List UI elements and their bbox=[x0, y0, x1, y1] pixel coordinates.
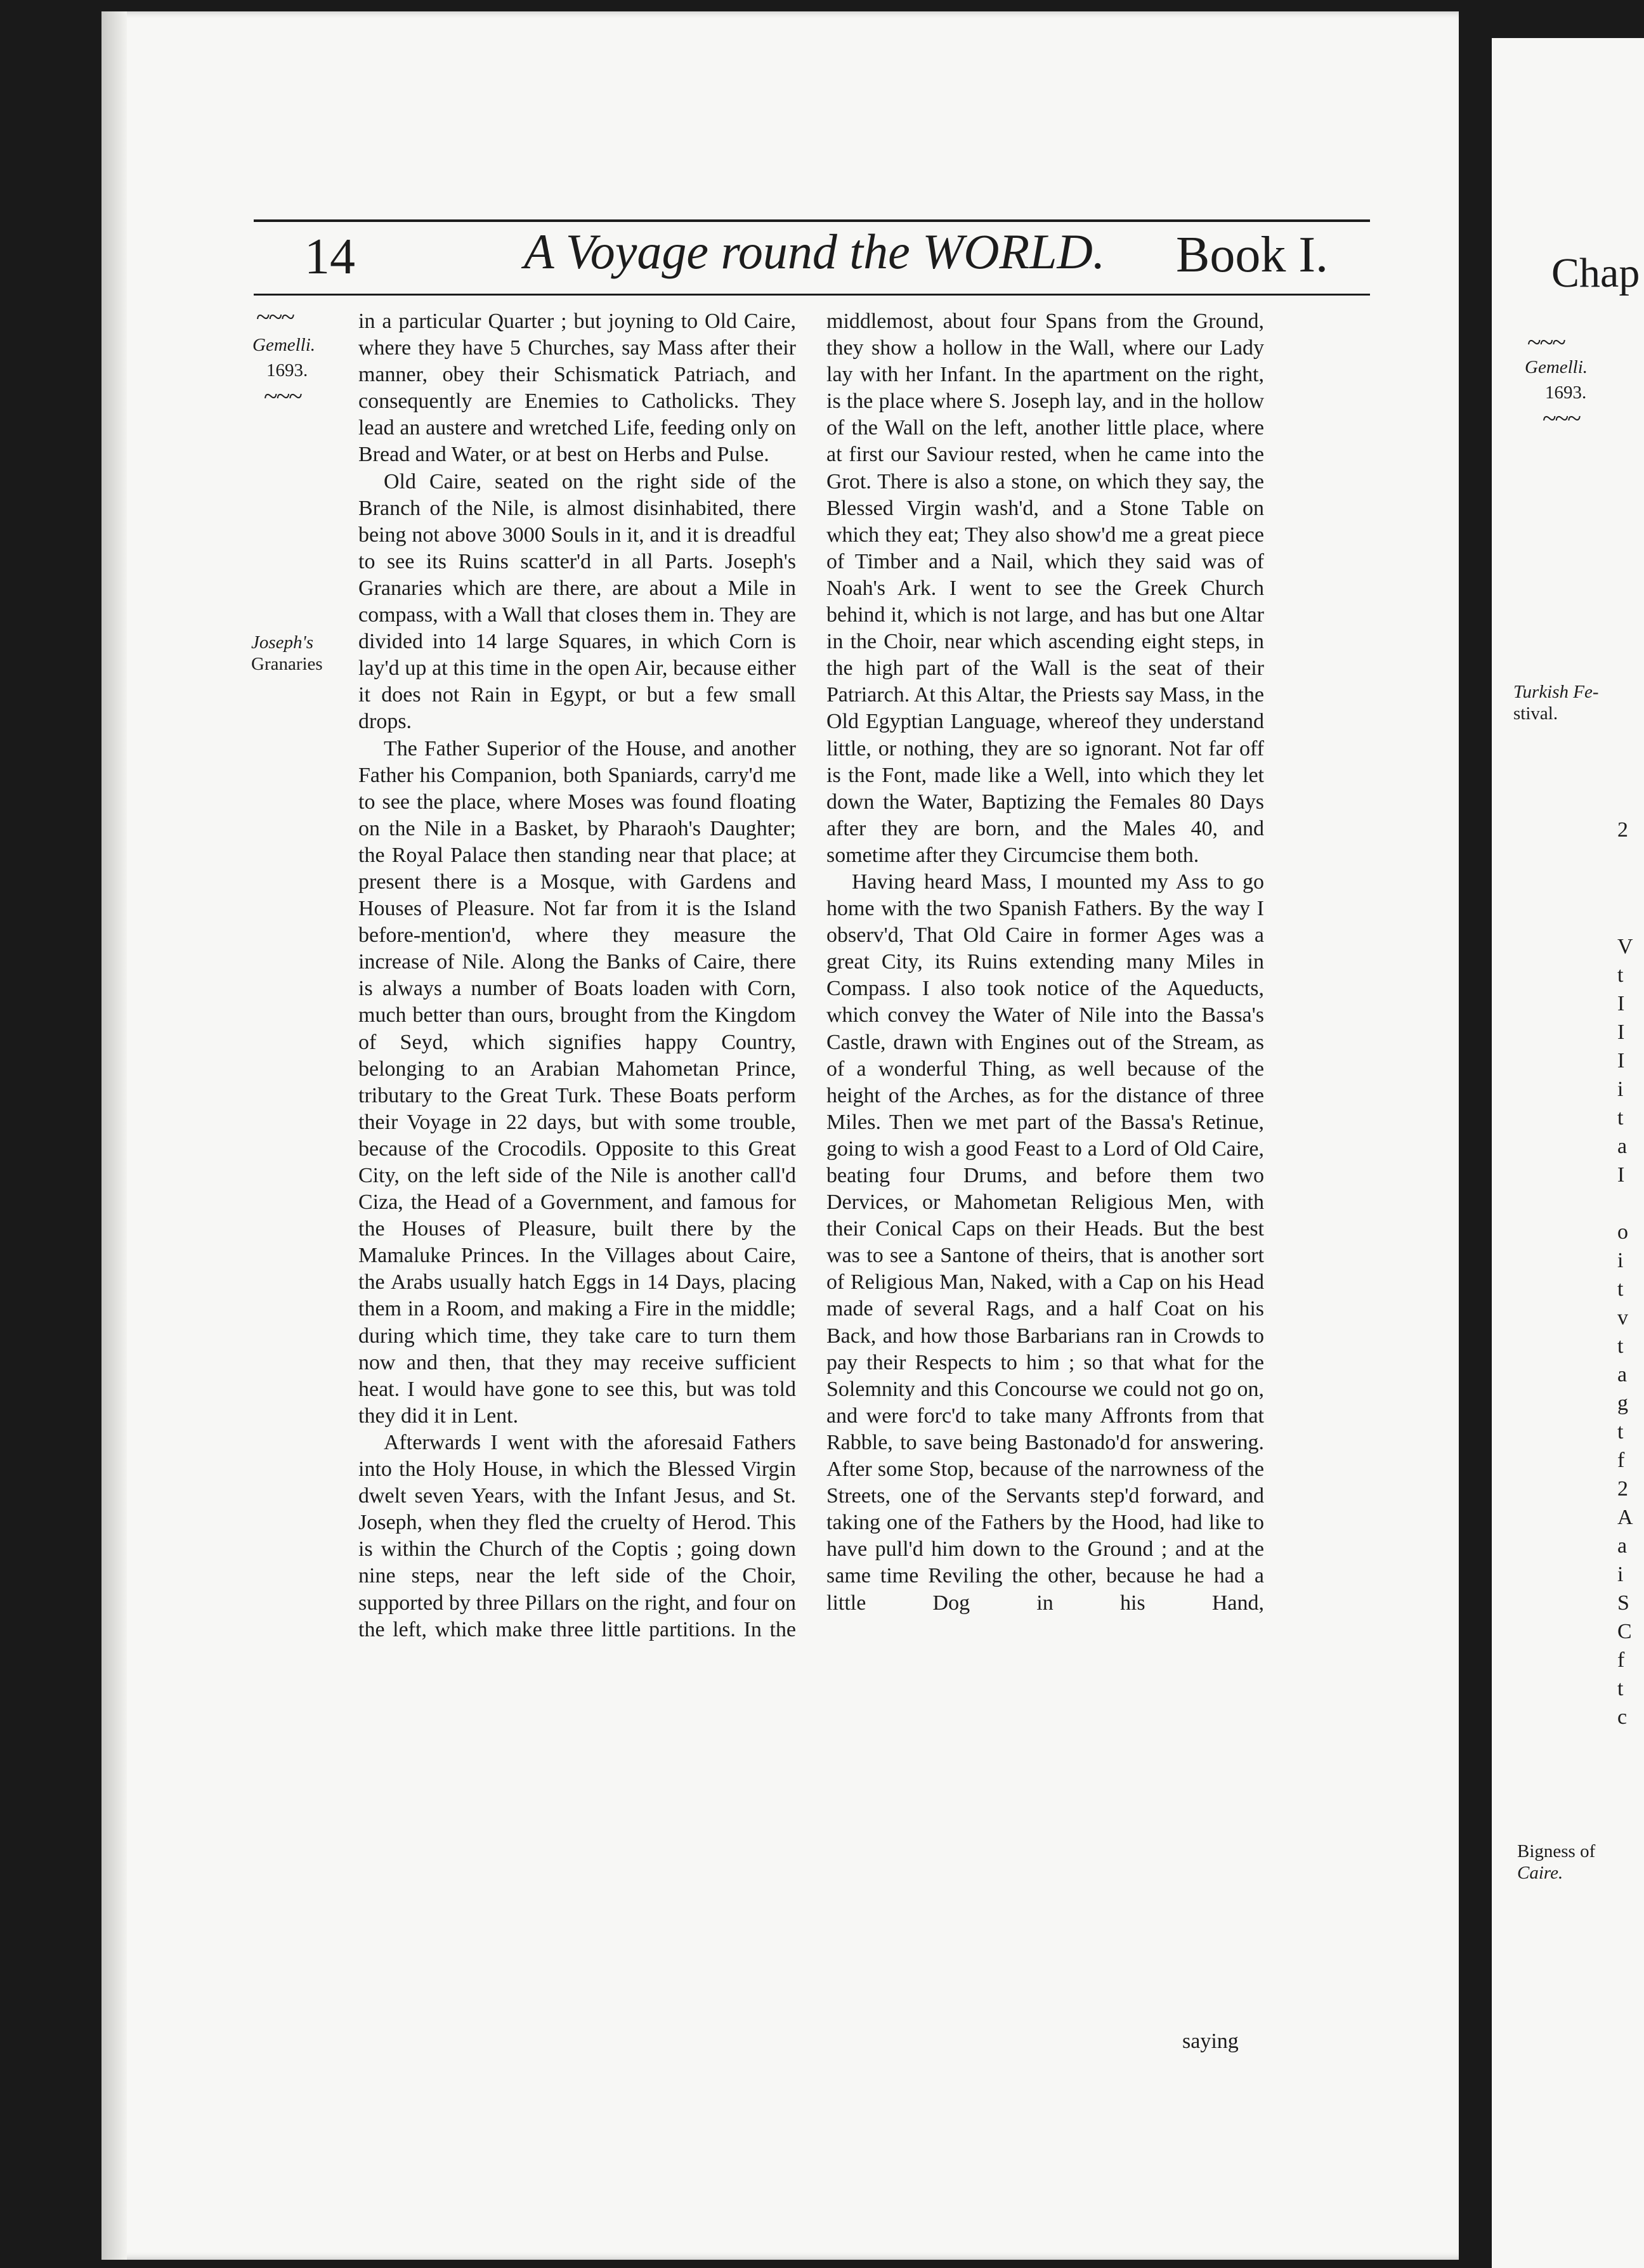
margin-year: 1693. bbox=[266, 360, 308, 381]
edge-letter: I bbox=[1617, 992, 1625, 1015]
edge-letter: I bbox=[1617, 1049, 1625, 1072]
right-margin-year: 1693. bbox=[1545, 382, 1587, 403]
paragraph: Afterwards I went with the aforesaid Fathers into the Holy House, in which the Blessed Virgin dwelt seven Years, with the Infant Jesus, and St. Joseph, when they fled the cruelty of Herod. This is within the Church of the Coptis ; going down nine steps, near the left side of the Choir, supported by three Pillars on the right, and four on the left, which make three little partitions. In the bbox=[358, 1430, 796, 1641]
margin-note-granaries bbox=[251, 632, 323, 675]
page-gutter-shadow bbox=[101, 11, 127, 2260]
edge-letter: A bbox=[1617, 1506, 1633, 1529]
edge-letter: i bbox=[1617, 1249, 1624, 1272]
book-label: Book I. bbox=[1176, 227, 1328, 283]
edge-letter: I bbox=[1617, 1020, 1625, 1044]
edge-letter: t bbox=[1617, 1677, 1624, 1700]
margin-author: Gemelli. bbox=[252, 335, 316, 355]
right-page-header: Chap bbox=[1551, 250, 1640, 296]
edge-letter: t bbox=[1617, 1106, 1624, 1130]
edge-letter: I bbox=[1617, 1163, 1625, 1187]
edge-letter: a bbox=[1617, 1135, 1628, 1158]
edge-letter: i bbox=[1617, 1563, 1624, 1586]
header-top-rule bbox=[254, 219, 1370, 222]
margin-note-line: Turkish Fe- bbox=[1513, 682, 1599, 702]
text-column-2 bbox=[826, 308, 1264, 1617]
ornament-top: ~~~ bbox=[256, 303, 294, 331]
margin-note-line: stival. bbox=[1513, 703, 1558, 724]
right-margin-author: Gemelli. bbox=[1525, 357, 1588, 377]
right-page-edge-letters bbox=[1617, 932, 1631, 1731]
edge-letter: i bbox=[1617, 1078, 1624, 1101]
paragraph: The Father Superior of the House, and another Father his Companion, both Spaniards, carry'd me to see the place, where Moses was found floating on the Nile in a Basket, by Pharaoh's Daughter; the Royal Palace then standing near that place; at present there is a Mosque, with Gardens and Houses of Pleasure. Not far from it is the Island before-mention'd, where they measure the increase of Nile. Along the Banks of Caire, there is always a number of Boats loaden with Corn, much better than ours, brought from the Kingdom of Seyd, which signifies happy Country, belonging to an Arabian Mahometan Prince, tributary to the Great Turk. These Boats perform their Voyage in 22 days, but with some trouble, because of the Crocodils. Opposite to this Great City, on the left side of the Nile is another call'd Ciza, the Head of a Government, and famous for the Houses of Pleasure, built there by the Mamaluke Princes. In the Villages about Caire, the Arabs usually hatch Eggs in 14 Days, placing them in a Room, and making a Fire in the middle; during which time, they take care to turn them now and then, that they may receive sufficient heat. I would have gone to see this, but was told they did it in Lent. bbox=[358, 736, 796, 1428]
margin-note-line: Joseph's bbox=[251, 632, 314, 653]
paragraph: Old Caire, seated on the right side of the Branch of the Nile, is almost disinhabited, there being not above 3000 Souls in it, and it is dreadful to see its Ruins scatter'd in all Parts. Joseph's Granaries which are there, are about a Mile in compass, with a Wall that closes them in. They are divided into 14 large Squares, in which Corn is lay'd up at this time in the open Air, because either it does not Rain in Egypt, or but a few small drops. bbox=[358, 469, 796, 734]
margin-note-line: Granaries bbox=[251, 654, 323, 674]
paragraph: Having heard Mass, I mounted my Ass to go home with the two Spanish Fathers. By the way I observ'd, That Old Caire in former Ages was a great City, its Ruins extending many Miles in Compass. I also took notice of the Aqueducts, which convey the Water of Nile into the Bassa's Castle, drawn with Engines out of the Stream, as of a wonderful Thing, as well because of the height of the Arches, as for the distance of three Miles. Then we met part of the Bassa's Retinue, going to wish a good Feast to a Lord of Old Caire, beating four Drums, and before them two Dervices, or Mahometan Religious Men, with their Conical Caps on their Heads. But the best was to see a Santone of theirs, that is another sort of Religious Man, Naked, with a Cap on his Head made of several Rags, and a half Coat on his Back, and how those Barbarians ran in Crowds to pay their Respects to him ; so that what for the Solemnity and this Concourse we could not go on, and were forc'd to take many Affronts from that Rabble, to save being Bastonado'd for answering. After some Stop, because of the narrowness of the Streets, one of the Servants step'd forward, and taking one of the Fathers by the Hood, had like to have pull'd him down to the Ground ; and at the same time Reviling the other, because he had a little Dog in his Hand, bbox=[826, 870, 1264, 1615]
edge-letter: g bbox=[1617, 1391, 1628, 1415]
right-page-edge-letter-top: 2 bbox=[1617, 818, 1628, 842]
page-number: 14 bbox=[304, 229, 355, 285]
edge-letter: o bbox=[1617, 1220, 1628, 1244]
margin-note-line: Bigness of bbox=[1517, 1841, 1596, 1861]
text-column-1 bbox=[358, 308, 796, 1643]
edge-letter: a bbox=[1617, 1534, 1628, 1558]
right-ornament-top: ~~~ bbox=[1527, 328, 1565, 356]
paragraph: middlemost, about four Spans from the Ground, they show a hollow in the Wall, where our Lady lay with her Infant. In the apartment on the right, is the place where S. Joseph lay, and in the hollow of the Wall on the left, another little place, where at first our Saviour rested, when he came into the Grot. There is also a stone, on which they say, the Blessed Virgin wash'd, and a Stone Table on which they eat; They also show'd me a great piece of Timber and a Nail, which they said was of Noah's Ark. I went to see the Greek Church behind it, which is not large, and has but one Altar in the Choir, near which ascending eight steps, in the high part of the Wall is the seat of their Patriarch. At this Altar, the Priests say Mass, in the Old Egyptian Language, whereof they understand little, or nothing, they are so ignorant. Not far off is the Font, made like a Well, into which they let down the Water, Baptizing the Females 80 Days after they are born, and the Males 40, and sometime after they Circumcise them both. bbox=[826, 310, 1264, 867]
edge-letter: t bbox=[1617, 1420, 1624, 1444]
paragraph: in a particular Quarter ; but joyning to Old Caire, where they have 5 Churches, say Mass after their manner, obey their Schismatick Patriach, and consequently are Enemies to Catholicks. They lead an austere and wretched Life, feeding only on Bread and Water, or at best on Herbs and Pulse. bbox=[358, 310, 796, 467]
edge-letter: C bbox=[1617, 1620, 1632, 1643]
edge-letter: f bbox=[1617, 1648, 1625, 1672]
edge-letter: v bbox=[1617, 1306, 1628, 1329]
right-ornament-bottom: ~~~ bbox=[1543, 404, 1580, 433]
running-title bbox=[524, 224, 1106, 279]
edge-letter: t bbox=[1617, 1334, 1624, 1358]
edge-letter: a bbox=[1617, 1363, 1628, 1386]
right-margin-note-caire bbox=[1517, 1841, 1595, 1884]
catchword: saying bbox=[1182, 2030, 1239, 2053]
edge-letter: c bbox=[1617, 1705, 1628, 1729]
edge-letter: S bbox=[1617, 1591, 1629, 1615]
edge-letter: 2 bbox=[1617, 1477, 1628, 1501]
running-title-text: A Voyage round the WORLD. bbox=[524, 224, 1106, 279]
header-bottom-rule bbox=[254, 294, 1370, 296]
edge-letter: t bbox=[1617, 963, 1624, 987]
margin-note-line: Caire. bbox=[1517, 1863, 1563, 1883]
edge-letter: t bbox=[1617, 1277, 1624, 1301]
ornament-bottom: ~~~ bbox=[264, 382, 301, 410]
edge-letter: f bbox=[1617, 1449, 1625, 1472]
edge-letter: V bbox=[1617, 935, 1633, 958]
right-margin-note-festival bbox=[1513, 681, 1599, 724]
